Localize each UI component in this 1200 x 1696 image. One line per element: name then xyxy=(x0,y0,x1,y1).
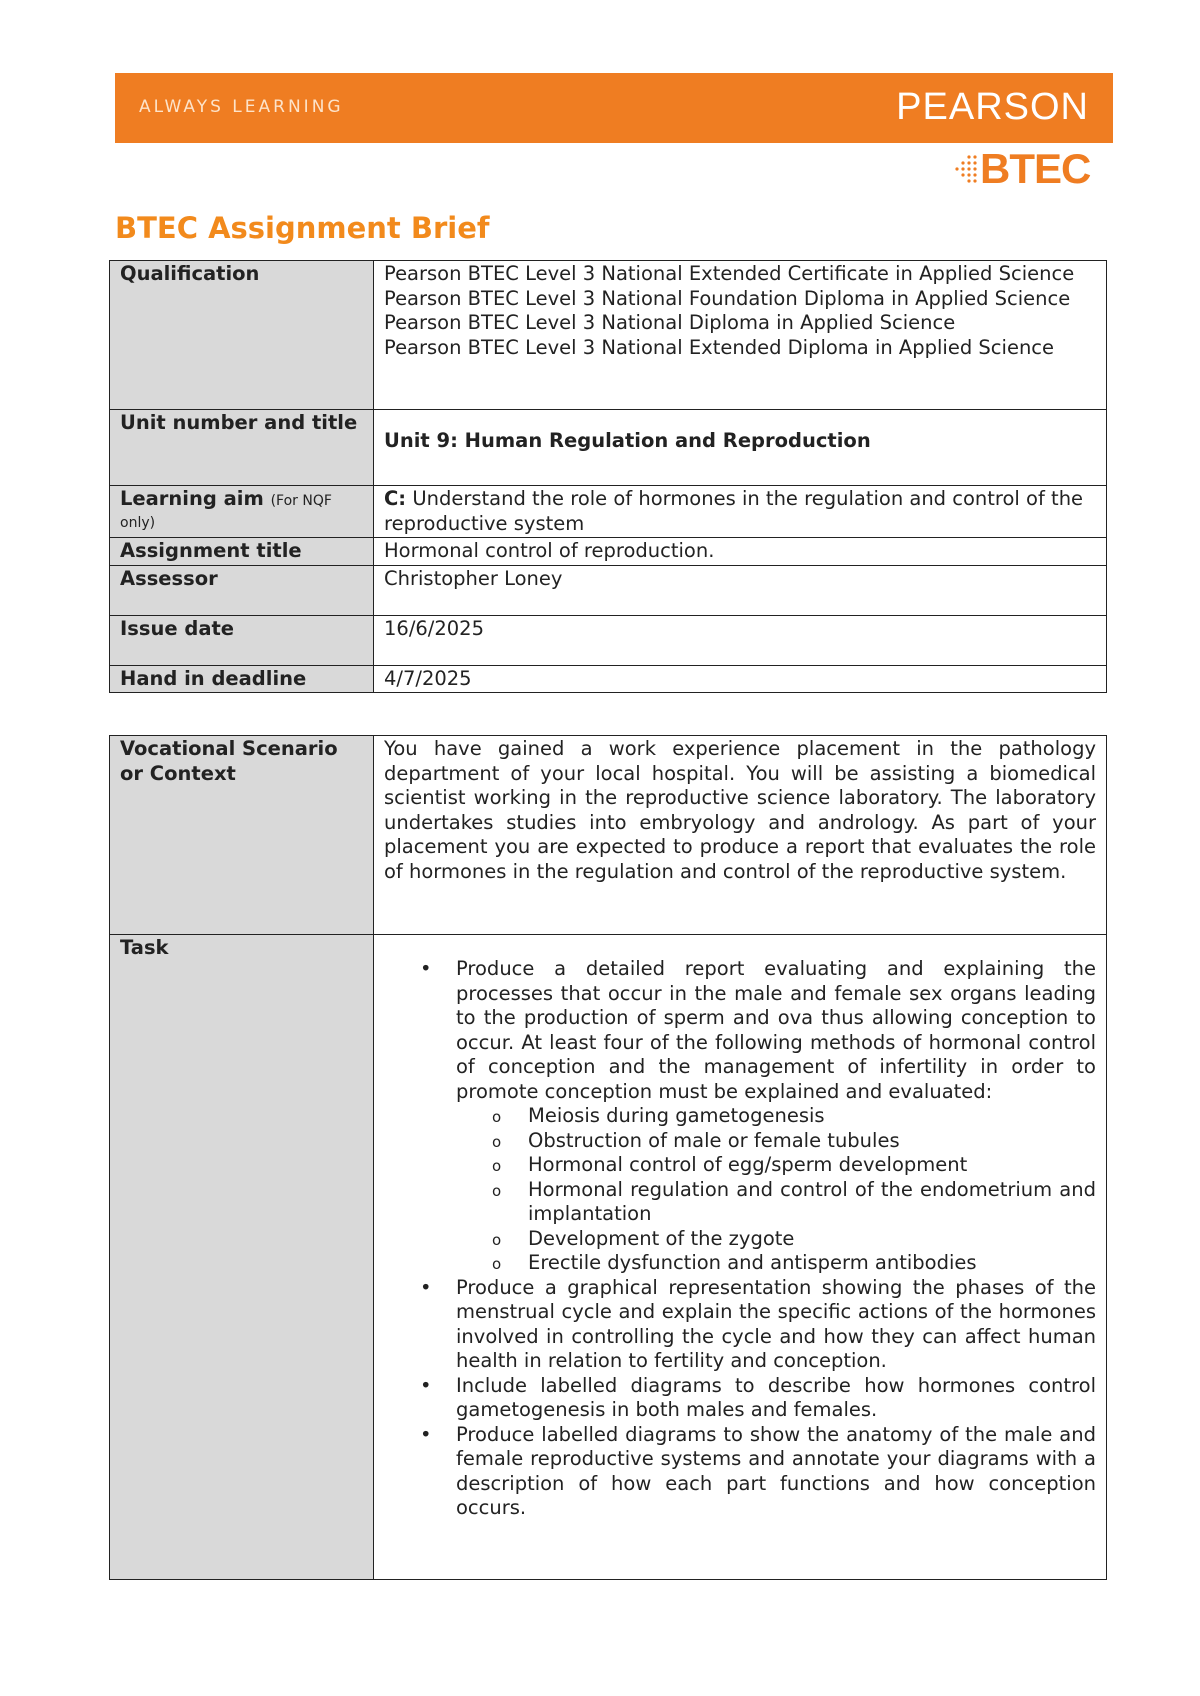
document-title: BTEC Assignment Brief xyxy=(115,211,490,245)
task-label: Task xyxy=(110,935,374,1580)
tagline: ALWAYS LEARNING xyxy=(139,97,344,117)
methods-list xyxy=(456,1104,1096,1276)
method-item: o Obstruction of male or female tubules xyxy=(528,1129,1096,1154)
task-bullet xyxy=(456,957,1096,1276)
task-bullet: • Produce labelled diagrams to show the anatomy of the male and female reproductive systems and annotate your diagrams with a description of how each part functions and how conception occurs. xyxy=(456,1423,1096,1521)
btec-dots-icon xyxy=(948,154,978,184)
qualification-line: Pearson BTEC Level 3 National Extended Certificate in Applied Science xyxy=(384,262,1075,285)
scenario-row xyxy=(110,736,1107,935)
assessor-value: Christopher Loney xyxy=(374,565,1107,615)
method-item: o Development of the zygote xyxy=(528,1227,1096,1252)
btec-logo-text: BTEC xyxy=(980,145,1091,192)
method-item: o Erectile dysfunction and antisperm antibodies xyxy=(528,1251,1096,1276)
qualification-line: Pearson BTEC Level 3 National Extended Diploma in Applied Science xyxy=(384,335,1055,359)
scenario-label: Vocational Scenario or Context xyxy=(110,736,374,935)
qualification-line: Pearson BTEC Level 3 National Diploma in Applied Science xyxy=(384,311,956,334)
learning-aim-text: Understand the role of hormones in the regulation and control of the reproductive system xyxy=(384,487,1084,535)
issue-date-value: 16/6/2025 xyxy=(374,615,1107,665)
deadline-row xyxy=(110,665,1107,693)
qualification-line: Pearson BTEC Level 3 National Foundation Diploma in Applied Science xyxy=(384,286,1071,310)
learning-aim-label-cell xyxy=(110,486,374,538)
task-content xyxy=(374,935,1107,1580)
learning-aim-label: Learning aim xyxy=(120,487,264,510)
qualification-value xyxy=(374,261,1107,410)
assignment-title-row xyxy=(110,538,1107,566)
assignment-title-value: Hormonal control of reproduction. xyxy=(374,538,1107,566)
unit-label: Unit number and title xyxy=(110,410,374,486)
issue-date-label: Issue date xyxy=(110,615,374,665)
issue-date-row xyxy=(110,615,1107,665)
deadline-label: Hand in deadline xyxy=(110,665,374,693)
assignment-title-label: Assignment title xyxy=(110,538,374,566)
header-banner xyxy=(115,73,1113,143)
method-item: o Hormonal control of egg/sperm development xyxy=(528,1153,1096,1178)
scenario-text: You have gained a work experience placement in the pathology department of your local hospital. You will be assisting a biomedical scientist working in the reproductive science laboratory. The laboratory undertakes studies into embryology and andrology. As part of your placement you are expected to produce a report that evaluates the role of hormones in the regulation and control of the reproductive system. xyxy=(374,736,1107,935)
learning-aim-prefix: C: xyxy=(384,487,407,510)
qualification-row xyxy=(110,261,1107,410)
task-bullet: • Produce a graphical representation showing the phases of the menstrual cycle and explain the specific actions of the hormones involved in controlling the cycle and how they can affect human health in relation to fertility and conception. xyxy=(456,1276,1096,1374)
qualification-label: Qualification xyxy=(110,261,374,410)
assessor-row xyxy=(110,565,1107,615)
learning-aim-row xyxy=(110,486,1107,538)
btec-logo xyxy=(948,146,1090,192)
unit-row xyxy=(110,410,1107,486)
task-row xyxy=(110,935,1107,1580)
task-bullet-list xyxy=(384,957,1096,1521)
assessor-label: Assessor xyxy=(110,565,374,615)
scenario-task-table xyxy=(109,735,1107,1580)
learning-aim-note: (For NQF only) xyxy=(120,493,332,531)
learning-aim-value xyxy=(374,486,1107,538)
method-item: o Meiosis during gametogenesis xyxy=(528,1104,1096,1129)
task-bullet-text: Produce a detailed report evaluating and explaining the processes that occur in the male and female sex organs leading to the production of sperm and ova thus allowing conception to occur. At least four of the following methods of hormonal control of conception and the management of infertility in order to promote conception must be explained and evaluated: xyxy=(456,957,1096,1103)
deadline-value: 4/7/2025 xyxy=(374,665,1107,693)
assignment-details-table xyxy=(109,260,1107,693)
unit-value: Unit 9: Human Regulation and Reproduction xyxy=(374,410,1107,486)
task-bullet: • Include labelled diagrams to describe how hormones control gametogenesis in both males and females. xyxy=(456,1374,1096,1423)
pearson-logo: PEARSON xyxy=(896,86,1089,128)
method-item: o Hormonal regulation and control of the endometrium and implantation xyxy=(528,1178,1096,1227)
